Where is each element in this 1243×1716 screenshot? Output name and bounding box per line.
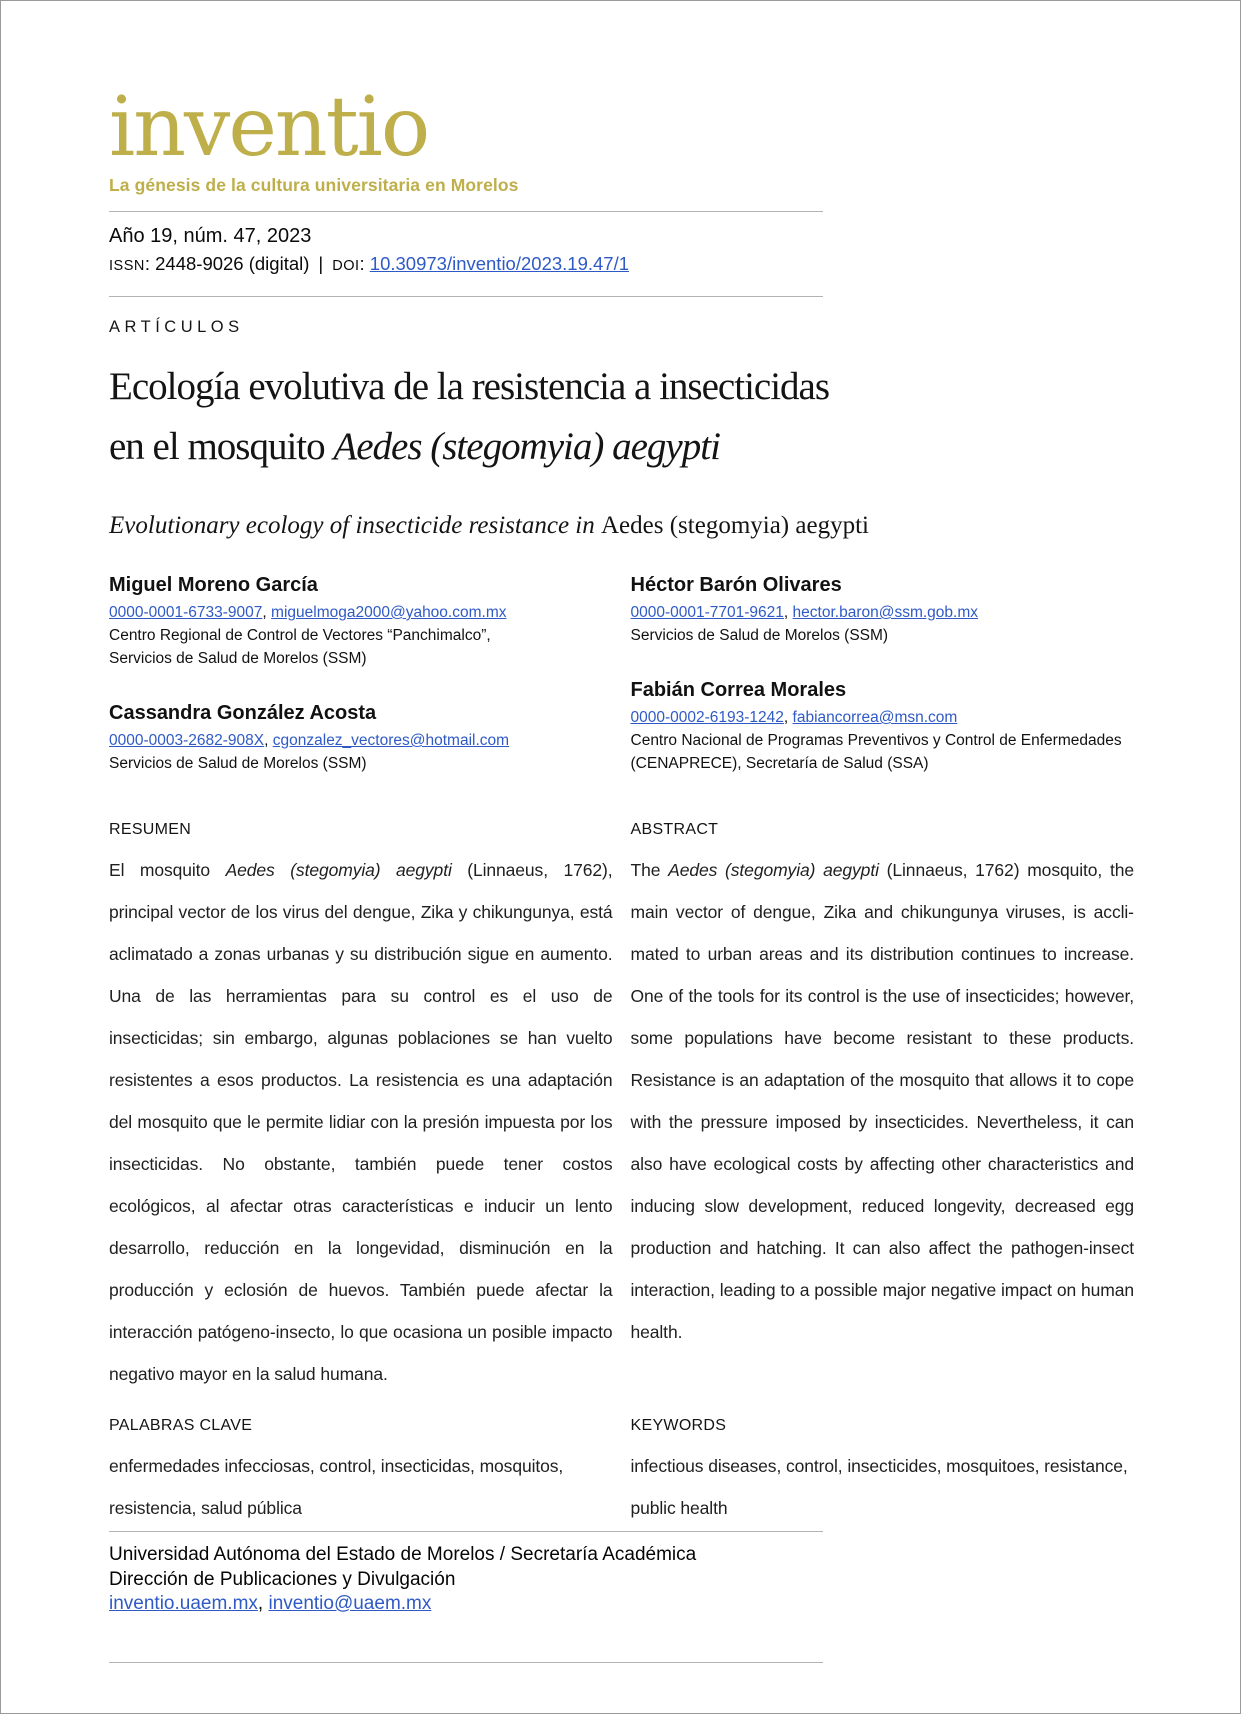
orcid-email-separator: , [783, 709, 793, 726]
orcid-email-separator: , [262, 604, 272, 621]
section-label: ARTÍCULOS [109, 318, 244, 336]
author-affiliation-line: Centro Nacional de Programas Preventivos y Control de Enfermedades [630, 732, 1122, 749]
footer-department-line: Dirección de Publicaciones y Divulgación [109, 1568, 456, 1590]
issue-block [109, 223, 1134, 280]
author-affiliation-line: Servicios de Salud de Morelos (SSM) [109, 755, 367, 772]
page-content [1, 1, 1240, 1529]
keywords-text: infectious diseases, control, insecticides, mosquitoes, resistance, public health [630, 1456, 1128, 1518]
author-orcid-link[interactable]: 0000-0001-6733-9007 [109, 604, 263, 621]
author-links-line [631, 601, 1135, 624]
author-orcid-link[interactable]: 0000-0001-7701-9621 [630, 604, 784, 621]
footer-link-separator: , [257, 1593, 269, 1614]
resumen-text [109, 849, 613, 1395]
footer-links-line [109, 1592, 823, 1617]
page-footer [109, 1531, 823, 1663]
resumen-heading: RESUMEN [109, 821, 192, 838]
footer-email-link[interactable]: inventio@uaem.mx [268, 1593, 432, 1614]
resumen-section [109, 821, 613, 1395]
header-rule-2 [109, 296, 823, 297]
article-subtitle [109, 510, 1134, 542]
palabras-clave-section [109, 1417, 613, 1529]
palabras-clave-text: enfermedades infecciosas, control, insecticidas, mosquitos, resistencia, salud pública [109, 1456, 564, 1518]
footer-rule-bottom [109, 1662, 823, 1663]
header-rule-1 [109, 211, 823, 212]
author-email-link[interactable]: fabiancorrea@msn.com [792, 709, 958, 726]
authors-right-column [631, 572, 1135, 775]
title-species-italic: Aedes (stegomyia) aegypti [333, 425, 720, 468]
author-card [109, 572, 613, 670]
doi-label: DOI [332, 258, 360, 274]
subtitle-species-roman: Aedes (stegomyia) aegypti [601, 512, 869, 539]
author-links-line [109, 729, 613, 752]
author-orcid-link[interactable]: 0000-0003-2682-908X [109, 732, 265, 749]
title-line1: Ecología evolutiva de la resistencia a insecticidas [109, 365, 830, 408]
abstract-body: (Linnaeus, 1762) mosquito, the main vector of dengue, Zika and chikungunya viruses, is acclimated to urban areas and its distribution continues to increase. One of the tools for its control is the use of insecticides; however, some populations have become resistant to these products. Resistance is an adaptation of the mosquito that allows it to cope with the pressure imposed by insecticides. Nevertheless, it can also have ecological costs by affecting other characteristics and inducing slow development, reduced longevity, decreased egg production and hatching. It can also affect the pathogen-insect interaction, leading to a possible major negative impact on human health. [630, 860, 1134, 1342]
journal-logo: inventio [109, 80, 429, 175]
author-name: Héctor Barón Olivares [630, 574, 842, 596]
doi-link[interactable]: 10.30973/inventio/2023.19.47/1 [369, 253, 630, 274]
issn-doi-line [109, 250, 1134, 280]
orcid-email-separator: , [783, 604, 793, 621]
author-affiliation-line: Centro Regional de Control de Vectores “Panchimalco”, [109, 627, 491, 644]
author-affiliation-line: Servicios de Salud de Morelos (SSM) [109, 650, 367, 667]
authors-left-column [109, 572, 613, 775]
species-name-italic: Aedes (stegomyia) aegypti [668, 860, 879, 880]
footer-content [109, 1531, 823, 1617]
journal-tagline: La génesis de la cultura universitaria en Morelos [109, 175, 519, 195]
article-title [109, 357, 1134, 477]
keywords-grid [109, 1417, 1134, 1529]
pipe-separator: | [318, 253, 324, 274]
author-card [631, 572, 1135, 647]
keywords-heading: KEYWORDS [630, 1417, 727, 1434]
footer-website-link[interactable]: inventio.uaem.mx [109, 1593, 258, 1614]
title-line2-roman: en el mosquito [109, 425, 334, 468]
authors-grid [109, 572, 1134, 775]
abstract-lead: The [630, 860, 669, 880]
resumen-lead: El mosquito [109, 860, 226, 880]
issue-line: Año 19, núm. 47, 2023 [109, 225, 312, 247]
author-orcid-link[interactable]: 0000-0002-6193-1242 [630, 709, 784, 726]
abstract-text [631, 849, 1135, 1353]
author-links-line [109, 601, 613, 624]
abstracts-grid [109, 821, 1134, 1395]
abstract-heading: ABSTRACT [630, 821, 719, 838]
author-card [109, 700, 613, 775]
resumen-body: (Linnaeus, 1762), principal vector de los virus del dengue, Zika y chikungunya, está aclimatado a zonas urbanas y su distribución sigue en aumento. Una de las herramientas para su control es el uso de insecticidas; sin embargo, algunas poblaciones se han vuelto resistentes a esos productos. La resistencia es una adaptación del mosquito que le permite lidiar con la presión impuesta por los insecticidas. No obstante, también puede tener costos ecológicos, al afectar otras características e inducir un lento desarrollo, reducción en la longevidad, disminución en la producción y eclosión de huevos. También puede afectar la interacción patógeno-insecto, lo que ocasiona un posible impacto negativo mayor en la salud humana. [109, 860, 613, 1384]
footer-institution-line: Universidad Autónoma del Estado de Morelos / Secretaría Académica [109, 1544, 697, 1565]
author-email-link[interactable]: hector.baron@ssm.gob.mx [792, 604, 979, 621]
author-affiliation-line: (CENAPRECE), Secretaría de Salud (SSA) [630, 755, 929, 772]
palabras-clave-heading: PALABRAS CLAVE [109, 1417, 253, 1434]
author-email-link[interactable]: miguelmoga2000@yahoo.com.mx [271, 604, 507, 621]
author-affiliation-line: Servicios de Salud de Morelos (SSM) [630, 627, 889, 644]
author-name: Fabián Correa Morales [630, 679, 847, 701]
keywords-section [631, 1417, 1135, 1529]
author-links-line [631, 706, 1135, 729]
author-card [631, 677, 1135, 775]
author-email-link[interactable]: cgonzalez_vectores@hotmail.com [272, 732, 510, 749]
issn-label: ISSN [109, 258, 145, 274]
author-name: Miguel Moreno García [109, 574, 318, 596]
issn-value: : 2448-9026 (digital) [144, 253, 310, 274]
subtitle-italic: Evolutionary ecology of insecticide resistance in [109, 512, 601, 539]
abstract-section [631, 821, 1135, 1395]
doi-colon: : [359, 253, 370, 274]
orcid-email-separator: , [264, 732, 273, 749]
author-name: Cassandra González Acosta [109, 702, 377, 724]
species-name-italic: Aedes (stegomyia) aegypti [225, 860, 452, 880]
